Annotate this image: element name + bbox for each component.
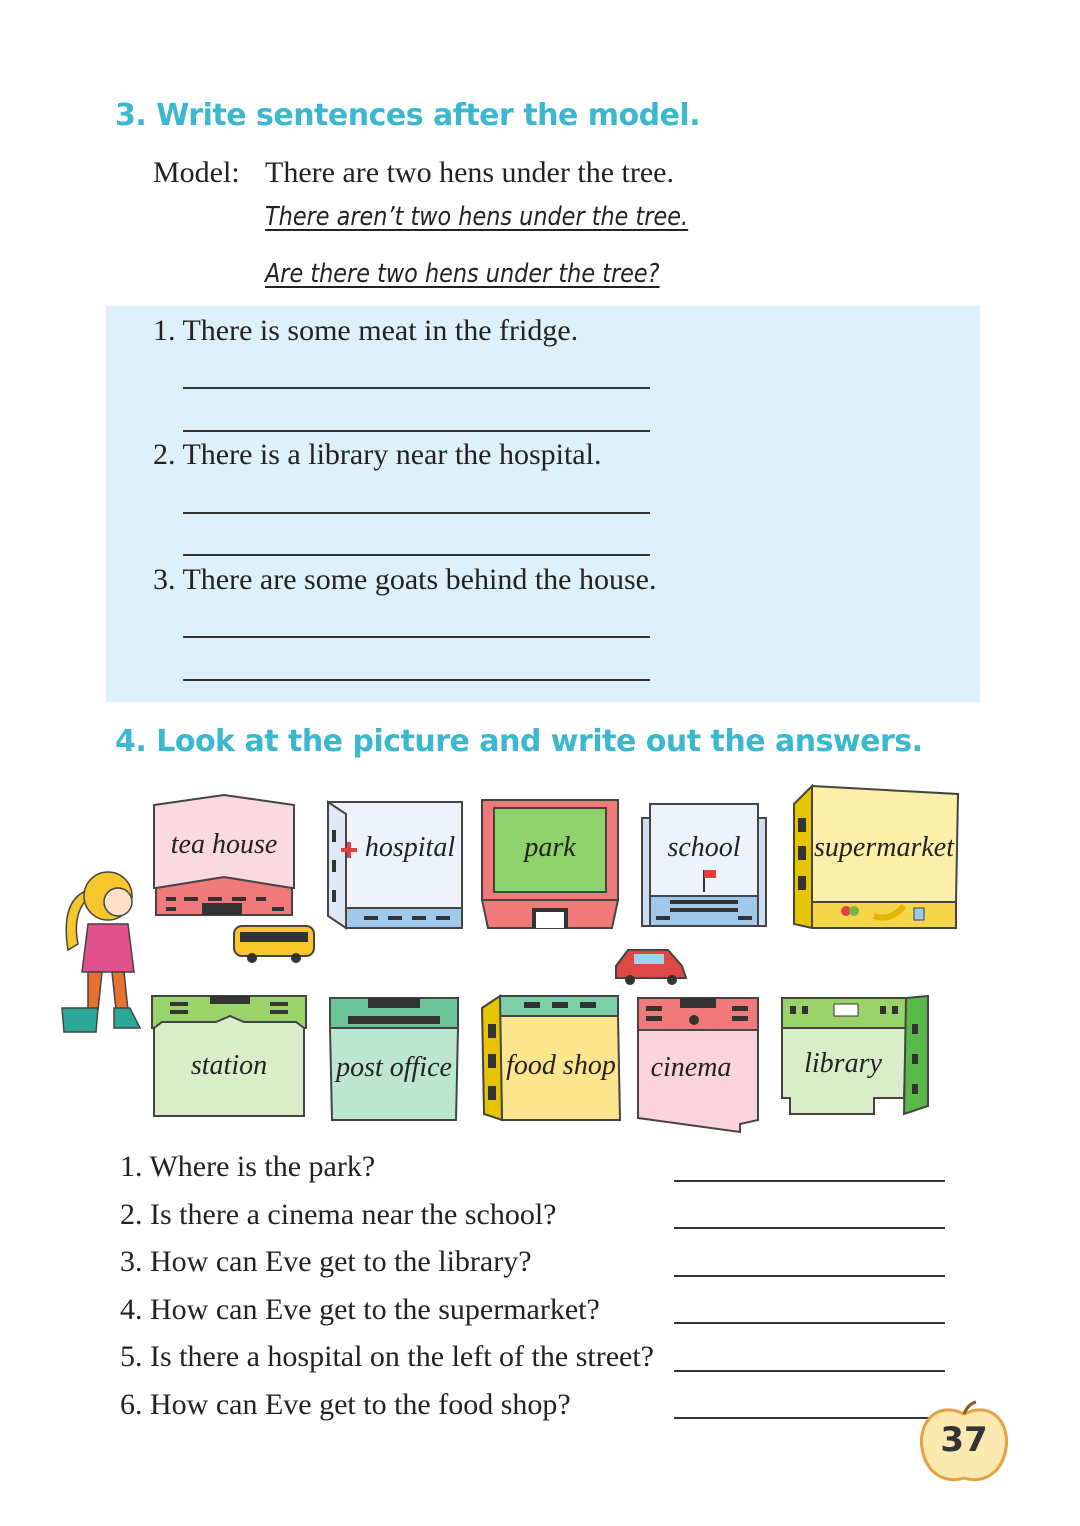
supermarket-building	[792, 784, 960, 930]
answer-line[interactable]	[183, 430, 650, 432]
hospital-illustration	[324, 800, 464, 930]
building-label: hospital	[364, 832, 456, 863]
answer-line[interactable]	[674, 1322, 945, 1324]
building-label: station	[190, 1050, 268, 1081]
post-office-building	[328, 996, 460, 1124]
exercise-1: 1. There is some meat in the fridge.	[153, 314, 579, 347]
exercise-panel	[106, 306, 980, 702]
model-sentence: There are two hens under the tree.	[265, 156, 674, 189]
question-4: 4. How can Eve get to the supermarket?	[120, 1293, 600, 1326]
building-label: park	[524, 832, 576, 863]
hospital-building	[324, 800, 464, 930]
section-3-title: 3. Write sentences after the model.	[115, 98, 701, 133]
question-3: 3. How can Eve get to the library?	[120, 1245, 532, 1278]
cinema-building	[636, 996, 762, 1134]
building-label: supermarket	[814, 832, 954, 863]
tea-house-building	[152, 793, 296, 923]
model-negative-handwritten: There aren’t two hens under the tree.	[265, 202, 689, 232]
answer-line[interactable]	[183, 512, 650, 514]
answer-line[interactable]	[183, 636, 650, 638]
page-number: 37	[940, 1420, 988, 1460]
answer-line[interactable]	[183, 387, 650, 389]
exercise-2: 2. There is a library near the hospital.	[153, 438, 602, 471]
building-label: food shop	[506, 1050, 616, 1081]
question-1: 1. Where is the park?	[120, 1150, 376, 1183]
library-building	[780, 994, 930, 1118]
question-5: 5. Is there a hospital on the left of the street?	[120, 1340, 654, 1373]
exercise-3: 3. There are some goats behind the house.	[153, 563, 657, 596]
building-label: post office	[336, 1052, 452, 1083]
question-6: 6. How can Eve get to the food shop?	[120, 1388, 571, 1421]
answer-line[interactable]	[674, 1275, 945, 1277]
building-label: cinema	[650, 1052, 732, 1083]
building-label: tea house	[170, 829, 278, 860]
bus-icon	[232, 922, 316, 964]
question-2: 2. Is there a cinema near the school?	[120, 1198, 557, 1231]
school-building	[640, 800, 768, 930]
answer-line[interactable]	[674, 1417, 945, 1419]
model-question-handwritten: Are there two hens under the tree?	[265, 259, 660, 289]
park-building	[480, 796, 620, 930]
building-label: school	[667, 832, 741, 863]
answer-line[interactable]	[183, 679, 650, 681]
page-number-badge	[916, 1400, 1012, 1486]
building-label: library	[804, 1048, 882, 1079]
station-building	[150, 994, 308, 1120]
answer-line[interactable]	[183, 554, 650, 556]
answer-line[interactable]	[674, 1370, 945, 1372]
girl-character	[58, 860, 148, 1036]
car-icon	[612, 944, 690, 986]
answer-line[interactable]	[674, 1180, 945, 1182]
food-shop-building	[480, 994, 622, 1124]
school-illustration	[640, 800, 768, 930]
section-4-title: 4. Look at the picture and write out the answers.	[115, 724, 923, 759]
model-label: Model:	[153, 156, 240, 189]
answer-line[interactable]	[674, 1227, 945, 1229]
